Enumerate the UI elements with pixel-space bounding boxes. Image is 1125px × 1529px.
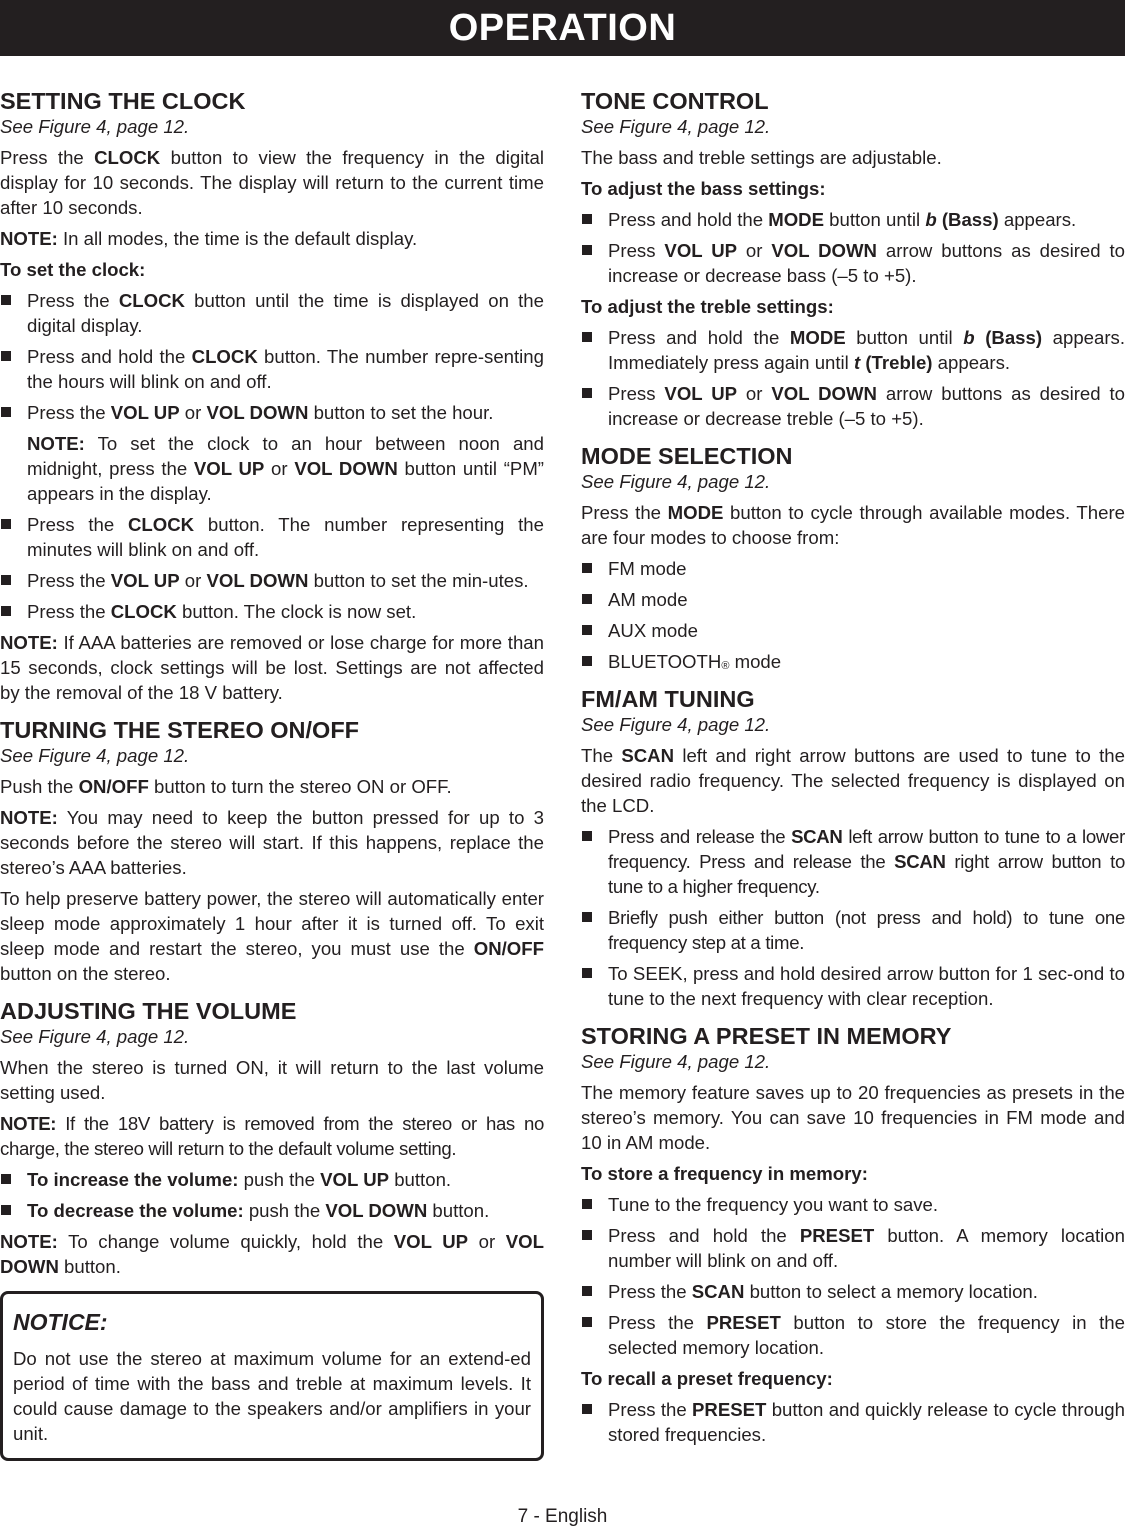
list-item: Press the VOL UP or VOL DOWN button to set the hour. [0,400,544,425]
paragraph: When the stereo is turned ON, it will return to the last volume setting used. [0,1057,544,1103]
section-mode-selection [581,443,1125,674]
section-title: TONE CONTROL [581,88,769,114]
list-item: Press the VOL UP or VOL DOWN button to set the min-utes. [0,568,544,593]
list-item: Press VOL UP or VOL DOWN arrow buttons as desired to increase or decrease treble (–5 to +5). [581,381,1125,431]
list-item: BLUETOOTH® mode [581,649,1125,674]
list-item: Press and hold the CLOCK button. The number repre-senting the hours will blink on and off. [0,344,544,394]
section-title: SETTING THE CLOCK [0,88,246,114]
notice-title: NOTICE: [13,1309,108,1335]
list-note: NOTE: To set the clock to an hour between noon and midnight, press the VOL UP or VOL DOWN button until “PM” appears in the display. [27,433,544,504]
list-item: Press the CLOCK button until the time is displayed on the digital display. [0,288,544,338]
bullet-list [0,288,544,624]
subheading: To adjust the bass settings: [581,178,826,199]
list-item: AM mode [581,587,1125,612]
list-item: Briefly push either button (not press and hold) to tune one frequency step at a time. [581,905,1125,955]
note: NOTE: If AAA batteries are removed or lose charge for more than 15 seconds, clock settings will be lost. Settings are not affected by the removal of the 18 V battery. [0,632,544,703]
list-item: To SEEK, press and hold desired arrow button for 1 sec-ond to tune to the next frequency with clear reception. [581,961,1125,1011]
paragraph: Press the CLOCK button to view the frequency in the digital display for 10 seconds. The display will return to the current time after 10 seconds. [0,147,544,218]
figure-reference: See Figure 4, page 12. [0,1026,190,1047]
subheading: To adjust the treble settings: [581,296,834,317]
notice-box [0,1291,544,1461]
section-turning-stereo-on-off [0,717,544,986]
section-tone-control [581,88,1125,431]
section-adjusting-volume [0,998,544,1461]
list-item: Press and hold the PRESET button. A memory location number will blink on and off. [581,1223,1125,1273]
paragraph: The SCAN left and right arrow buttons are used to tune to the desired radio frequency. The selected frequency is displayed on the LCD. [581,745,1125,816]
list-item: Press and hold the MODE button until b (Bass) appears. Immediately press again until t (Treble) appears. [581,325,1125,375]
list-item: Press and hold the MODE button until b (Bass) appears. [581,207,1125,232]
list-item: Press and release the SCAN left arrow button to tune to a lower frequency. Press and release the SCAN right arrow button to tune to a higher frequency. [581,824,1125,899]
list-item: Press the CLOCK button. The number representing the minutes will blink on and off. [0,512,544,562]
section-storing-preset [581,1023,1125,1447]
section-setting-the-clock [0,88,544,705]
bullet-list [581,556,1125,674]
bullet-list [581,325,1125,431]
note: NOTE: In all modes, the time is the default display. [0,228,418,249]
section-fm-am-tuning [581,686,1125,1011]
list-item: Press the SCAN button to select a memory location. [581,1279,1125,1304]
section-banner: OPERATION [0,0,1125,56]
note: NOTE: To change volume quickly, hold the VOL UP or VOL DOWN button. [0,1231,544,1277]
paragraph: The bass and treble settings are adjustable. [581,147,942,168]
figure-reference: See Figure 4, page 12. [581,1051,771,1072]
note: NOTE: You may need to keep the button pressed for up to 3 seconds before the stereo will start. If this happens, replace the stereo’s AAA batteries. [0,807,544,878]
bullet-list [581,207,1125,288]
note: NOTE: If the 18V battery is removed from the stereo or has no charge, the stereo will return to the default volume setting. [0,1113,544,1159]
figure-reference: See Figure 4, page 12. [581,714,771,735]
bullet-list [0,1167,544,1223]
page-footer: 7 - English [517,1506,608,1527]
paragraph: Press the MODE button to cycle through available modes. There are four modes to choose from: [581,502,1125,548]
paragraph: The memory feature saves up to 20 frequencies as presets in the stereo’s memory. You can save 10 frequencies in FM mode and 10 in AM mode. [581,1082,1125,1153]
list-item: Press VOL UP or VOL DOWN arrow buttons as desired to increase or decrease bass (–5 to +5). [581,238,1125,288]
list-item: AUX mode [581,618,1125,643]
section-title: MODE SELECTION [581,443,793,469]
bullet-list [581,1397,1125,1447]
figure-reference: See Figure 4, page 12. [581,471,771,492]
paragraph: Push the ON/OFF button to turn the stereo ON or OFF. [0,776,452,797]
list-item: Tune to the frequency you want to save. [581,1192,1125,1217]
list-item: To increase the volume: push the VOL UP button. [0,1167,544,1192]
notice-text: Do not use the stereo at maximum volume for an extend-ed period of time with the bass and treble at maximum levels. It could cause damage to the speakers and/or amplifiers in your unit. [13,1348,531,1444]
bullet-list [581,1192,1125,1360]
section-title: STORING A PRESET IN MEMORY [581,1023,952,1049]
list-item: Press the PRESET button and quickly release to cycle through stored frequencies. [581,1397,1125,1447]
subheading: To recall a preset frequency: [581,1368,833,1389]
section-title: FM/AM TUNING [581,686,755,712]
figure-reference: See Figure 4, page 12. [0,116,190,137]
figure-reference: See Figure 4, page 12. [581,116,771,137]
list-item: FM mode [581,556,1125,581]
right-column [581,88,1125,1459]
paragraph: To help preserve battery power, the stereo will automatically enter sleep mode approximately 1 hour after it is turned off. To exit sleep mode and restart the stereo, you must use the ON/OFF button on the stereo. [0,888,544,984]
section-title: TURNING THE STEREO ON/OFF [0,717,360,743]
section-title: ADJUSTING THE VOLUME [0,998,297,1024]
list-item: Press the CLOCK button. The clock is now set. [0,599,544,624]
left-column [0,88,544,1473]
subheading: To set the clock: [0,259,146,280]
figure-reference: See Figure 4, page 12. [0,745,190,766]
subheading: To store a frequency in memory: [581,1163,868,1184]
bullet-list [581,824,1125,1011]
list-item: Press the PRESET button to store the frequency in the selected memory location. [581,1310,1125,1360]
list-item: To decrease the volume: push the VOL DOWN button. [0,1198,544,1223]
